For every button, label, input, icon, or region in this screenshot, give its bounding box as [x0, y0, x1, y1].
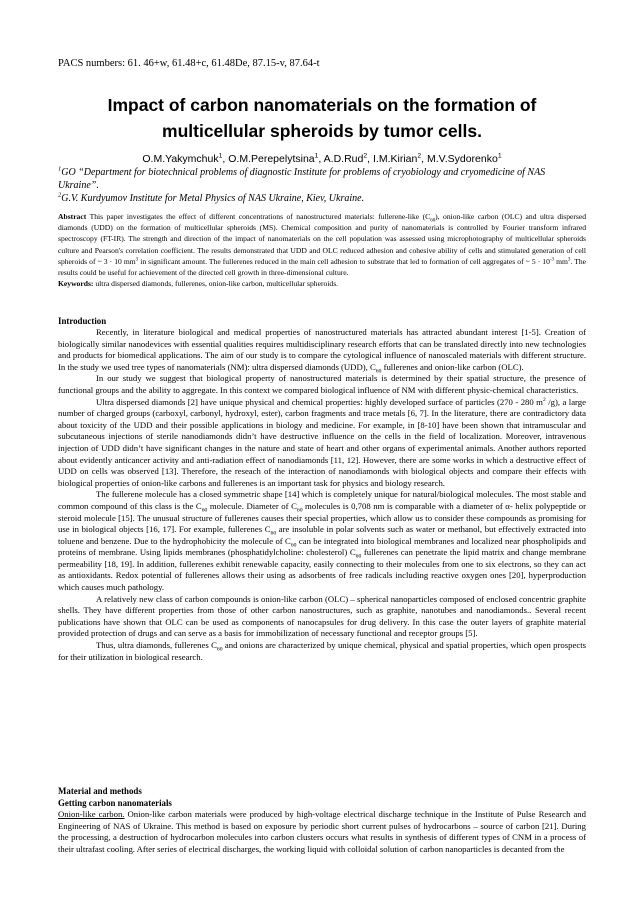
author-4-affil: 2: [417, 152, 422, 160]
superscript: 2: [542, 396, 546, 403]
abstract-text: mm: [554, 256, 568, 266]
superscript: 3: [567, 257, 571, 263]
subscript: 60: [270, 530, 277, 537]
paragraph-text: Thus, ultra diamonds, fullerenes C: [96, 640, 217, 651]
methods-section: [58, 785, 586, 855]
paragraph-text: and onions are characterized by unique chemical, physical and spatial properties, which open prospects for their utilization in biological research.: [58, 640, 586, 662]
author-1: O.M.Yakymchuk: [142, 153, 219, 165]
keywords-text: ultra dispersed diamonds, fullerenes, onion-like carbon, multicellular spheroids.: [93, 279, 339, 289]
paragraph-text: molecules is 0,708 nm is comparable with a diameter of α- helix polypeptide or steroid molecule [15]. The unusual structure of fullerenes causes their special properties, which allow us to consider these compounds as promising for use in biological objects [16, 17]. For example, fullerenes C: [58, 500, 586, 535]
paper-title: [58, 92, 586, 144]
author-3: , A.D.Rud: [318, 153, 364, 165]
affiliation-2-text: G.V. Kurdyumov Institute for Metal Physics of NAS Ukraine, Kiev, Ukraine.: [61, 193, 365, 204]
author-1-affil: 1: [218, 152, 223, 160]
intro-paragraph-1: [58, 327, 586, 373]
author-3-affil: 2: [363, 152, 368, 160]
paragraph-text: molecule. Diameter of C: [207, 500, 297, 511]
paragraph-text: fullerenes and onion-like carbon (OLC).: [381, 361, 524, 372]
author-5: , M.V.Sydorenko: [421, 153, 498, 165]
superscript: -3: [549, 257, 555, 263]
methods-heading: Material and methods: [58, 786, 142, 796]
affiliation-2: [58, 192, 586, 205]
paragraph-text: can be integrated into biological membranes and localized near phospholipids and proteins of membrane. Using lipids membranes (phosphatidylcholine: cholesterol) C: [58, 535, 586, 558]
intro-paragraph-2: In our study we suggest that biological property of nanostructured materials is determined by their spatial structure, the presence of functional groups and the ability to aggregate. In this context we compared biological influence of NM with different physic-chemical characteristics.: [58, 373, 586, 395]
paragraph-text: Ultra dispersed diamonds [2] have unique physical and chemical properties: highly developed surface of particles (270 - 280 m: [96, 396, 543, 407]
pacs-line: PACS numbers: 61. 46+w, 61.48+c, 61.48De, 87.15-v, 87.64-t: [58, 58, 320, 69]
affiliation-2-marker: 2: [58, 191, 62, 199]
abstract-text: This paper investigates the effect of different concentrations of nanostructured materials: fullerene-like (C: [86, 212, 431, 221]
paragraph-text: Recently, in literature biological and medical properties of nanostructured materials has attracted abundant interest [1-5]. Creation of biologically similar nanodevices with essential qualities requires multidisciplinary research efforts that can be translated directly into new technologies and products for biomedical applications. The aim of our study is to compare the cytological influence of nanoscaled materials with different structure. In the study we used tree types of nanomaterials (NM): ultra dispersed diamonds (UDD), C: [58, 327, 586, 372]
abstract-label: Abstract: [58, 212, 87, 221]
author-5-affil: 1: [497, 152, 502, 160]
subscript: 60: [296, 507, 303, 514]
abstract-text: ), onion-like carbon (OLC) and ultra dispersed diamonds (UDD) on the formation of multicellular spheroids (MS). Chemical composition and purity of nanomaterials is controlled by Fourier transform infrared spectroscopy (FT-IR). The strength and direction of the impact of nanomaterials on the cell population was assessed using microphotography of multicellular spheroids culture and Pearson's correlation coefficient. The results demonstrated that UDD and OLC reduced adhesion and cohesive ability of cells and stimulated generation of cell spheroids of ~ 3 · 10 mm: [58, 212, 587, 266]
affiliation-1: [58, 166, 586, 192]
title-line-2: multicellular spheroids by tumor cells.: [162, 121, 482, 141]
intro-paragraph-3: [58, 397, 586, 490]
abstract: [58, 211, 586, 289]
subscript: 60: [375, 368, 382, 375]
intro-paragraph-4: [58, 489, 586, 593]
abstract-text: . The results could be useful for achievement of the directed cell growth in three-dimensional culture.: [58, 256, 587, 278]
paragraph-text: Onion-like carbon materials were produced by high-voltage electrical discharge technique in the Institute of Pulse Research and Engineering of NAS of Ukraine. This method is based on exposure by periodic short current pulses of hydrocarbons – source of carbon [21]. During the processing, a destruction of hydrocarbon molecules into carbon clusters occurs what results in synthesis of different types of CNM in a process of their ultrafast cooling. After series of electrical discharges, the working liquid with colloidal solution of carbon nanoparticles is decanted from the: [58, 809, 586, 854]
paragraph-text: fullerenes can penetrate the lipid matrix and change membrane permeability [18, 19]. In addition, fullerenes exhibit renewable capacity, easily connecting to their molecules from one to six electrons, so they can act as antioxidants. Redox potential of fullerenes allows their using as adsorbents of free radicals including reactive oxygen ones [20], hyperproduction which causes much pathology.: [58, 547, 586, 593]
paragraph-text: The fullerene molecule has a closed symmetric shape [14] which is completely unique for natural/biological molecules. The most stable and common compound of this class is the C: [58, 489, 586, 511]
intro-paragraph-6: [58, 640, 586, 663]
subscript: 60: [216, 646, 223, 653]
subscript: 60: [201, 507, 208, 514]
subscript: 60: [355, 554, 362, 561]
introduction-heading: Introduction: [58, 316, 107, 326]
onion-like-carbon-lead: Onion-like carbon.: [58, 809, 125, 819]
superscript: 3: [135, 257, 139, 263]
subscript: 60: [430, 218, 436, 224]
affiliation-1-marker: 1: [58, 165, 62, 173]
intro-paragraph-5: A relatively new class of carbon compounds is onion-like carbon (OLC) – spherical nanoparticles composed of enclosed concentric graphite shells. They have different properties from those of other carbon nanostructures, such as graphite, nanotubes and nanodiamonds.. Several recent publications have shown that OLC can be used as components of nanocapsules for drug delivery. In this case the outer layers of graphite material provided protection of drugs and can serve as a basis for immobilization of necessary functional and receptor groups [5].: [58, 593, 586, 639]
author-2: , O.M.Perepelytsina: [222, 153, 315, 165]
paragraph-text: are insoluble in polar solvents such as water or methanol, but effectively extracted into toluene and benzene. Due to the hydrophobicity the molecule of C: [58, 524, 586, 546]
title-line-1: Impact of carbon nanomaterials on the formation of: [107, 95, 537, 115]
author-2-affil: 1: [314, 152, 319, 160]
keywords-label: Keywords:: [58, 279, 94, 289]
author-list: [58, 153, 586, 165]
methods-paragraph-1: [58, 809, 586, 855]
subscript: 60: [290, 542, 297, 549]
introduction-section: [58, 315, 586, 663]
affiliation-1-text: GO “Department for biotechnical problems of diagnostic Institute for problems of cryobiology and cryomedicine of NAS Ukraine”.: [58, 167, 546, 191]
abstract-text: in significant amount. The fullerenes reduced in the main cell adhesion to substrate that led to formation of cell aggregates of ~ 5 · 10: [138, 256, 550, 266]
methods-subheading: Getting carbon nanomaterials: [58, 798, 172, 808]
author-4: , I.M.Kirian: [367, 153, 418, 165]
paragraph-text: /g), a large number of charged groups (carboxyl, carbonyl, hydroxyl, ester), carbon fragments and trace metals [6, 7]. In the literature, there are contradictory data about toxicity of the UDD and their possible applications in biology and medicine. For example, in [8-10] have been shown that intramuscular and subcutaneous injections of sterile nanodiamonds didn’t have destructive influence on the cells in the field of localization. Moreover, intravenous injection of UDD didn’t have significant changes in the nature and state of heart and other organs of experimental animals. Another authors reported about evidently anticancer activity and anti-radiation effect of nanodiamonds [11, 12]. However, there are some works in which a destructive effect of UDD on cells was observed [13]. Therefore, the reseach of the interaction of nanodiamonds with biological objects and compare their effects with biological properties of onion-like carbons and fullerenes is an important task for physics and biology research.: [58, 396, 586, 488]
